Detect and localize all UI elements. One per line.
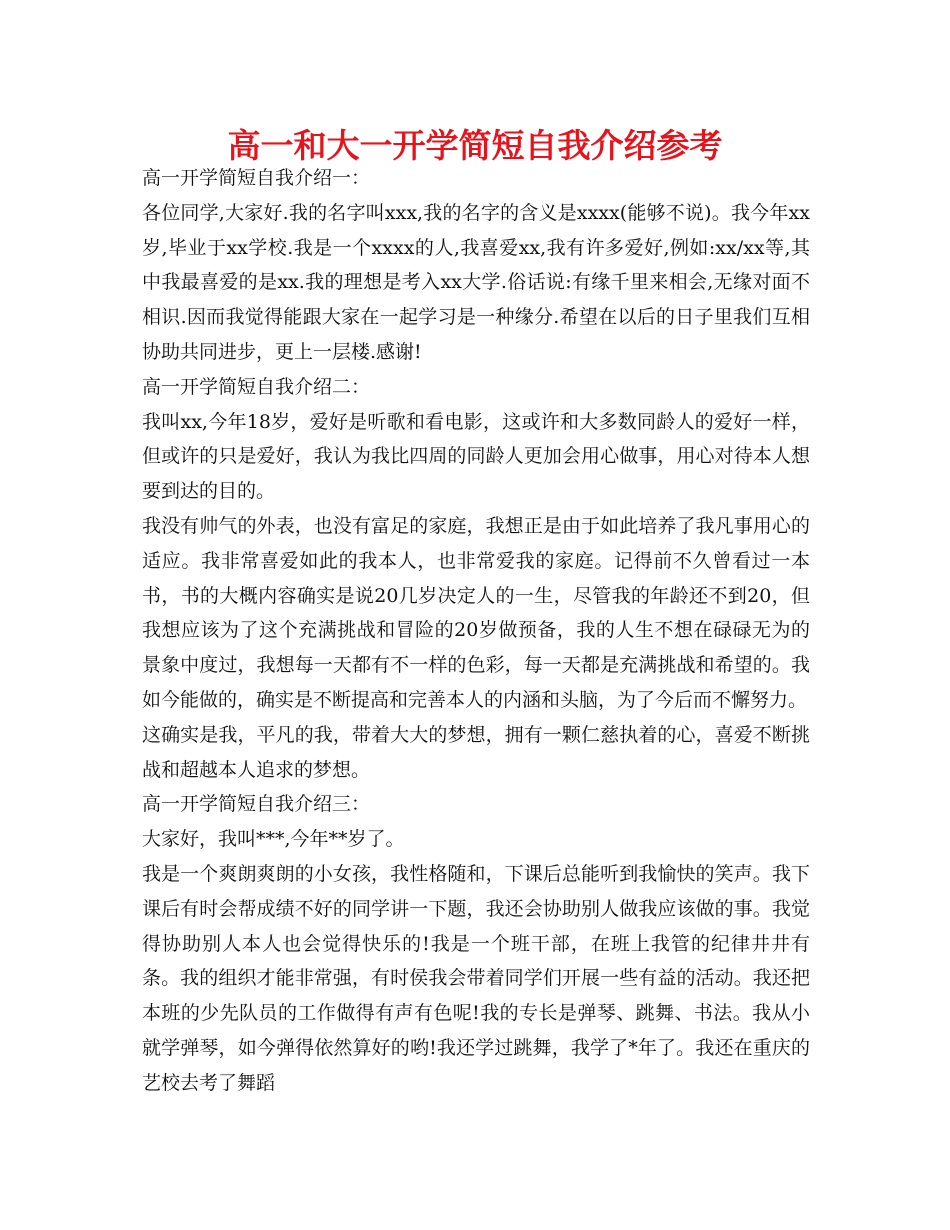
section-heading-3: 高一开学简短自我介绍三：	[142, 793, 371, 816]
paragraph: 我叫xx,今年18岁，爱好是听歌和看电影，这或许和大多数同龄人的爱好一样，但或许的只是爱好，我认为我比四周的同龄人更加会用心做事，用心对待本人想要到达的目的。	[142, 410, 810, 503]
paragraph: 各位同学,大家好.我的名字叫xxx,我的名字的含义是xxxx(能够不说)。我今年xx岁,毕业于xx学校.我是一个xxxx的人,我喜爱xx,我有许多爱好,例如:xx/xx等,其中我最喜爱的是xx.我的理想是考入xx大学.俗话说:有缘千里来相会,无缘对面不相识.因而我觉得能跟大家在一起学习是一种缘分.希望在以后的日子里我们互相协助共同进步，更上一层楼.感谢!	[142, 201, 810, 363]
document-body	[142, 161, 810, 1101]
paragraph: 大家好，我叫***,今年**岁了。	[142, 828, 405, 851]
section-heading-1: 高一开学简短自我介绍一：	[142, 167, 371, 189]
paragraph: 这确实是我，平凡的我，带着大大的梦想，拥有一颗仁慈执着的心，喜爱不断挑战和超越本人追求的梦想。	[142, 723, 810, 781]
paragraph: 我是一个爽朗爽朗的小女孩，我性格随和，下课后总能听到我愉快的笑声。我下课后有时会帮成绩不好的同学讲一下题，我还会协助别人做我应该做的事。我觉得协助别人本人也会觉得快乐的!我是一个班干部，在班上我管的纪律井井有条。我的组织才能非常强，有时侯我会带着同学们开展一些有益的活动。我还把本班的少先队员的工作做得有声有色呢!我的专长是弹琴、跳舞、书法。我从小就学弹琴，如今弹得依然算好的哟!我还学过跳舞，我学了*年了。我还在重庆的艺校去考了舞蹈	[142, 862, 810, 1094]
document-title: 高一和大一开学简短自我介绍参考	[227, 126, 723, 165]
paragraph: 我没有帅气的外表，也没有富足的家庭，我想正是由于如此培养了我凡事用心的适应。我非常喜爱如此的我本人，也非常爱我的家庭。记得前不久曾看过一本书，书的大概内容确实是说20几岁决定人的一生，尽管我的年龄还不到20，但我想应该为了这个充满挑战和冒险的20岁做预备，我的人生不想在碌碌无为的景象中度过，我想每一天都有不一样的色彩，每一天都是充满挑战和希望的。我如今能做的，确实是不断提高和完善本人的内涵和头脑，为了今后而不懈努力。	[142, 514, 810, 711]
section-heading-2: 高一开学简短自我介绍二：	[142, 375, 371, 398]
